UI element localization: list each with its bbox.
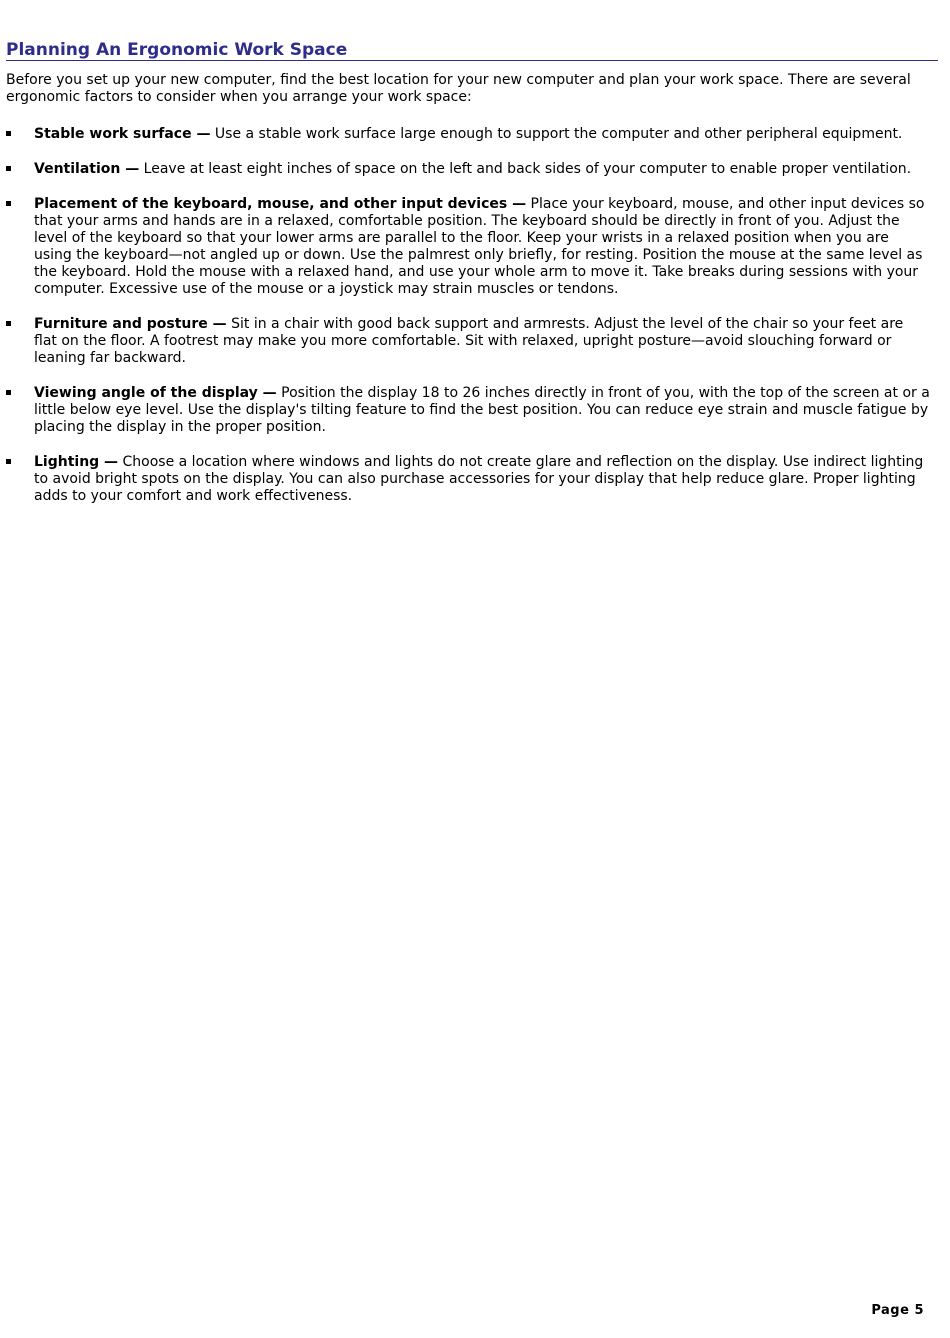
list-item-lighting [0, 454, 930, 505]
list-item-text: Position the display 18 to 26 inches directly in front of you, with the top of the screen at or a little below eye level. Use the display's tilting feature to find the best position. You can reduce eye strain and muscle fatigue by placing the display in the proper position. [34, 385, 930, 435]
list-item-ventilation [0, 161, 930, 178]
square-bullet-icon [6, 201, 11, 206]
list-item-term: Lighting — [34, 454, 119, 470]
page-number: Page 5 [871, 1303, 924, 1318]
square-bullet-icon [6, 321, 11, 326]
list-item-text: Choose a location where windows and lights do not create glare and reflection on the display. Use indirect lighting to avoid bright spots on the display. You can also purchase accessories for your display that help reduce glare. Proper lighting adds to your comfort and work effectiveness. [34, 454, 924, 504]
list-item-term: Ventilation — [34, 161, 140, 177]
page-title: Planning An Ergonomic Work Space [6, 40, 938, 61]
list-item-stable-work-surface [0, 126, 930, 143]
list-item-term: Furniture and posture — [34, 316, 227, 332]
square-bullet-icon [6, 459, 11, 464]
square-bullet-icon [6, 390, 11, 395]
list-item-viewing-angle [0, 385, 930, 436]
list-item-text: Use a stable work surface large enough to support the computer and other peripheral equipment. [210, 126, 903, 142]
list-item-term: Placement of the keyboard, mouse, and other input devices — [34, 196, 527, 212]
list-item-furniture-posture [0, 316, 930, 367]
square-bullet-icon [6, 131, 11, 136]
list-item-term: Stable work surface — [34, 126, 211, 142]
list-item-text: Sit in a chair with good back support and armrests. Adjust the level of the chair so your feet are flat on the floor. A footrest may make you more comfortable. Sit with relaxed, upright posture—avoid slouching forward or leaning far backward. [34, 316, 904, 366]
list-item-term: Viewing angle of the display — [34, 385, 277, 401]
list-item-text: Place your keyboard, mouse, and other input devices so that your arms and hands are in a relaxed, comfortable position. The keyboard should be directly in front of you. Adjust the level of the keyboard so that your lower arms are parallel to the floor. Keep your wrists in a relaxed position when you are using the keyboard—not angled up or down. Use the palmrest only briefly, for resting. Position the mouse at the same level as the keyboard. Hold the mouse with a relaxed hand, and use your whole arm to move it. Take breaks during sessions with your computer. Excessive use of the mouse or a joystick may strain muscles or tendons. [34, 196, 925, 297]
list-item-input-devices [0, 196, 930, 298]
intro-paragraph: Before you set up your new computer, find the best location for your new computer and plan your work space. There are several ergonomic factors to consider when you arrange your work space: [6, 72, 911, 105]
ergonomic-factors-list [0, 126, 930, 523]
list-item-text: Leave at least eight inches of space on the left and back sides of your computer to enable proper ventilation. [139, 161, 912, 177]
square-bullet-icon [6, 166, 11, 171]
